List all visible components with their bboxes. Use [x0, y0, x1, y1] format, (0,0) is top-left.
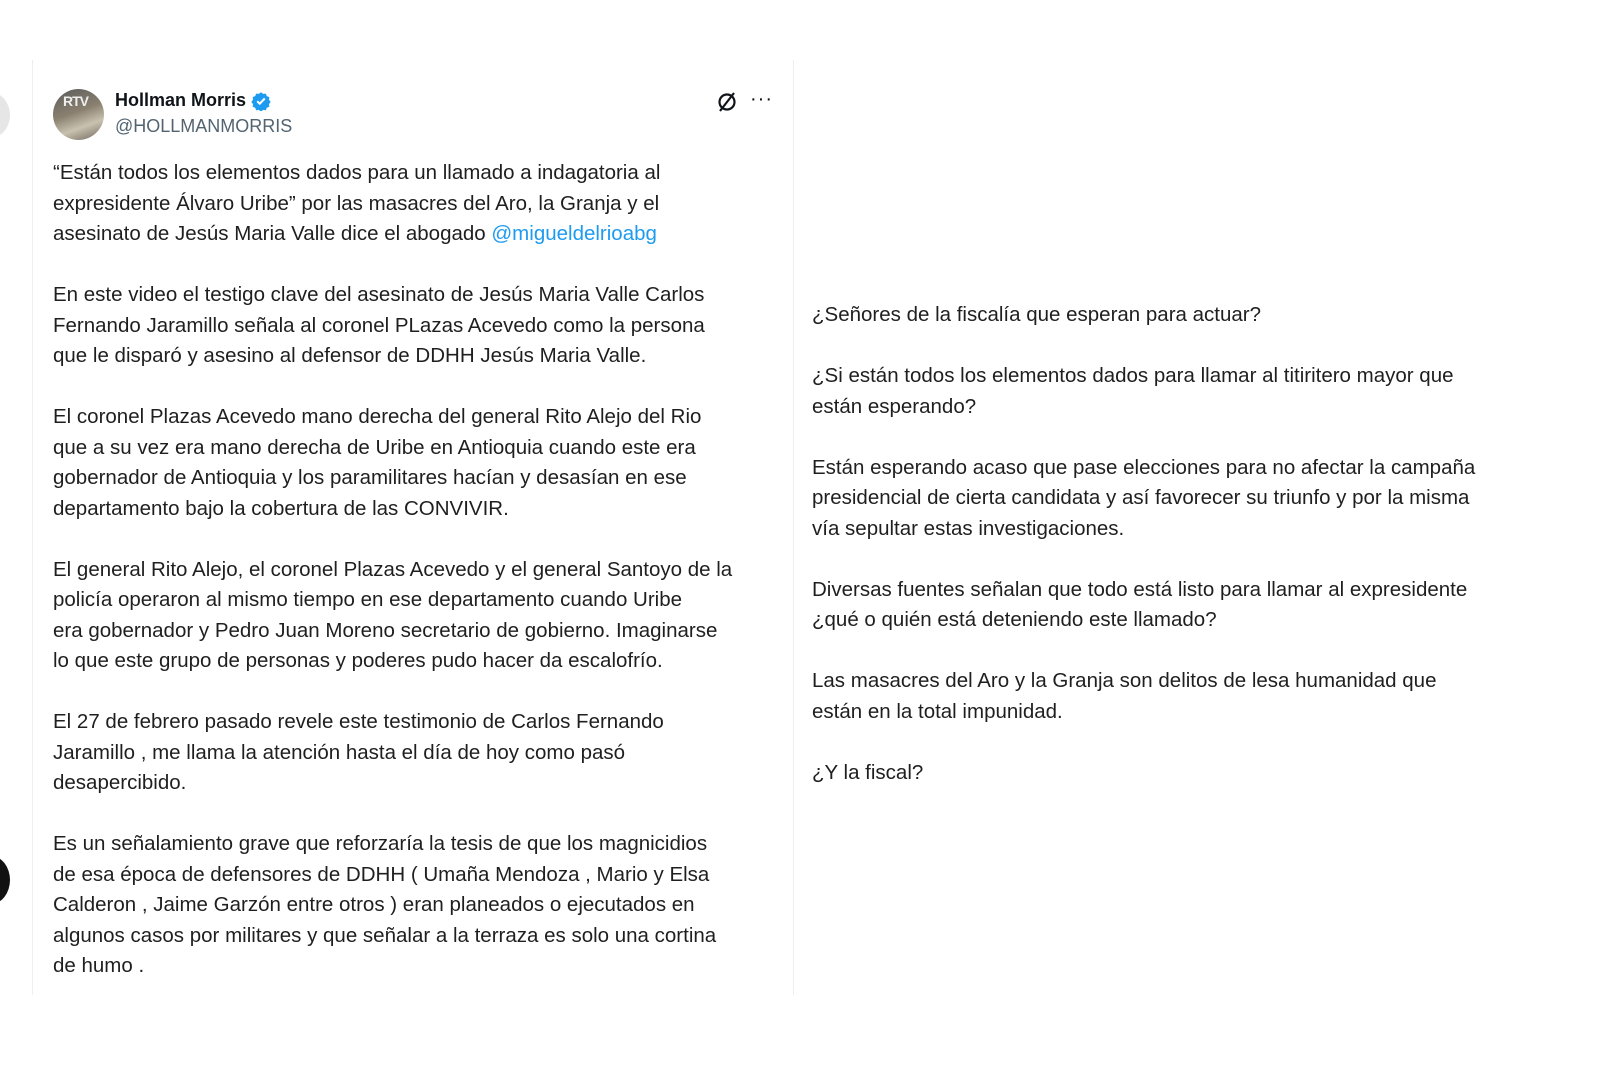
avatar-logo-text: RTV — [63, 93, 88, 109]
tweet-paragraph — [53, 280, 732, 372]
text-line: expresidente Álvaro Uribe” por las masacres del Aro, la Granja y el — [53, 191, 660, 215]
text-line: ¿qué o quién está deteniendo este llamado? — [812, 608, 1217, 631]
more-options-icon[interactable]: ··· — [750, 88, 773, 110]
text-line: Jaramillo , me llama la atención hasta el día de hoy como pasó — [53, 740, 626, 764]
text-line: En este video el testigo clave del asesinato de Jesús Maria Valle Carlos — [53, 283, 705, 306]
text-line: ¿Si están todos los elementos dados para llamar al titiritero mayor que — [812, 364, 1454, 387]
text-line: departamento bajo la cobertura de las CONVIVIR. — [53, 496, 509, 520]
verified-badge-icon — [251, 91, 271, 111]
text-line: lo que este grupo de personas y poderes pudo hacer da escalofrío. — [53, 649, 663, 672]
text-line: de esa época de defensores de DDHH ( Umaña Mendoza , Mario y Elsa — [53, 862, 710, 886]
author-handle[interactable]: @HOLLMANMORRIS — [115, 116, 293, 136]
tweet-paragraph — [812, 453, 1475, 545]
text-line: El general Rito Alejo, el coronel Plazas Acevedo y el general Santoyo de la — [53, 557, 733, 581]
text-line: están en la total impunidad. — [812, 699, 1063, 723]
avatar[interactable] — [53, 89, 104, 140]
text-line: policía operaron al mismo tiempo en ese departamento cuando Uribe — [53, 588, 683, 611]
text-line: ¿Y la fiscal? — [812, 760, 924, 784]
mention-link[interactable]: @migueldelrioabg — [491, 222, 657, 245]
text-line: gobernador de Antioquia y los paramilitares hacían y desasían en ese — [53, 466, 687, 489]
tweet-paragraph — [53, 707, 732, 799]
adjacent-button-fragment — [0, 856, 10, 904]
text-line: ¿Señores de la fiscalía que esperan para actuar? — [812, 303, 1261, 326]
adjacent-avatar-fragment — [0, 92, 10, 138]
text-line: Calderon , Jaime Garzón entre otros ) eran planeados o ejecutados en — [53, 893, 695, 916]
tweet-paragraph — [812, 361, 1475, 422]
grok-icon[interactable] — [715, 90, 739, 114]
text-line — [53, 219, 732, 250]
text-line: están esperando? — [812, 394, 977, 418]
text-line: desapercibido. — [53, 771, 187, 794]
text-line: era gobernador y Pedro Juan Moreno secretario de gobierno. Imaginarse — [53, 618, 718, 642]
tweet-text-left — [53, 158, 732, 1012]
tweet-paragraph — [812, 666, 1475, 727]
text-line: de humo . — [53, 954, 145, 977]
text-line: Diversas fuentes señalan que todo está listo para llamar al expresidente — [812, 577, 1468, 601]
tweet-paragraph — [53, 555, 732, 677]
middle-divider — [793, 60, 794, 995]
text-line: Están esperando acaso que pase elecciones para no afectar la campaña — [812, 455, 1476, 479]
tweet-paragraph — [53, 158, 732, 250]
tweet-paragraph — [812, 758, 1475, 789]
tweet-paragraph — [53, 829, 732, 982]
text-line: “Están todos los elementos dados para un llamado a indagatoria al — [53, 161, 661, 184]
text-line: Las masacres del Aro y la Granja son delitos de lesa humanidad que — [812, 669, 1437, 692]
text-line: Fernando Jaramillo señala al coronel PLazas Acevedo como la persona — [53, 313, 705, 337]
tweet-text-right — [812, 300, 1475, 819]
text-line: El 27 de febrero pasado revele este testimonio de Carlos Fernando — [53, 710, 664, 733]
text-line: vía sepultar estas investigaciones. — [812, 516, 1125, 540]
text-line: que le disparó y asesino al defensor de DDHH Jesús Maria Valle. — [53, 344, 647, 367]
text-line: algunos casos por militares y que señalar a la terraza es solo una cortina — [53, 923, 717, 947]
text-line: presidencial de cierta candidata y así favorecer su triunfo y por la misma — [812, 486, 1470, 509]
author-name[interactable] — [115, 90, 271, 111]
left-divider — [32, 60, 33, 995]
tweet-paragraph — [53, 402, 732, 524]
tweet-paragraph — [812, 300, 1475, 331]
text-segment: asesinato de Jesús Maria Valle dice el abogado — [53, 222, 492, 245]
tweet-paragraph — [812, 575, 1475, 636]
text-line: Es un señalamiento grave que reforzaría la tesis de que los magnicidios — [53, 832, 708, 855]
author-name-text: Hollman Morris — [115, 90, 247, 110]
text-line: que a su vez era mano derecha de Uribe en Antioquia cuando este era — [53, 435, 696, 459]
text-line: El coronel Plazas Acevedo mano derecha del general Rito Alejo del Rio — [53, 405, 702, 428]
